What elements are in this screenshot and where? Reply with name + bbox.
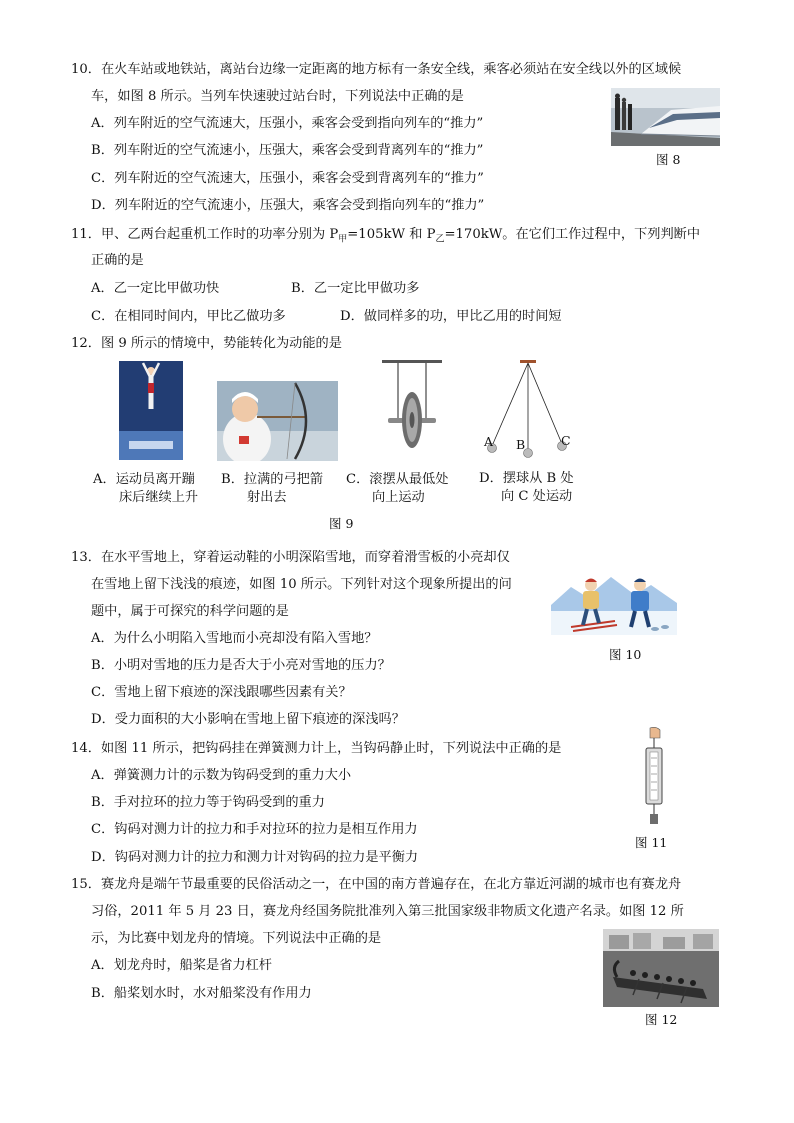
q11-sub-jia: 甲 xyxy=(338,234,348,245)
q14-option-b: B．手对拉环的拉力等于钩码受到的重力 xyxy=(91,795,325,810)
figure-11-caption: 图 11 xyxy=(635,835,668,850)
q10-stem-line2: 车，如图 8 所示。当列车快速驶过站台时，下列说法中正确的是 xyxy=(91,89,464,104)
figure-9b-archer-photo xyxy=(217,381,338,461)
q13-stem-line3: 题中，属于可探究的科学问题的是 xyxy=(91,604,289,619)
q10-option-b: B．列车附近的空气流速小，压强大，乘客会受到背离列车的“推力” xyxy=(91,143,484,158)
q12-option-b-line2: 射出去 xyxy=(247,490,287,505)
q14-option-d: D．钩码对测力计的拉力和测力计对钩码的拉力是平衡力 xyxy=(91,850,419,865)
q10-option-c: C．列车附近的空气流速大，压强小，乘客会受到背离列车的“推力” xyxy=(91,171,484,186)
figure-12-dragon-boat-photo xyxy=(603,929,719,1007)
q11-stem-post: =170kW。在它们工作过程中，下列判断中 xyxy=(444,227,701,242)
q15-stem-line2: 习俗，2011 年 5 月 23 日，赛龙舟经国务院批准列入第三批国家级非物质文化遗产名录。如图 12 所 xyxy=(91,904,684,919)
q11-option-a: A．乙一定比甲做功快 xyxy=(91,281,220,296)
q13-option-d: D．受力面积的大小影响在雪地上留下痕迹的深浅吗？ xyxy=(91,712,405,727)
q10-option-a: A．列车附近的空气流速大，压强小，乘客会受到指向列车的“推力” xyxy=(91,116,484,131)
q11-stem-mid: =105kW 和 P xyxy=(347,227,436,242)
q15-stem-line3: 示，为比赛中划龙舟的情境。下列说法中正确的是 xyxy=(91,931,382,946)
q12-option-b-line1: B．拉满的弓把箭 xyxy=(221,472,324,487)
q11-option-b: B．乙一定比甲做功多 xyxy=(291,281,420,296)
q10-option-d: D．列车附近的空气流速小，压强大，乘客会受到指向列车的“推力” xyxy=(91,198,485,213)
figure-8-train-photo xyxy=(611,88,720,146)
pendulum-label-c: C xyxy=(561,433,571,448)
q15-stem-line1: 15．赛龙舟是端午节最重要的民俗活动之一，在中国的南方普遍存在，在北方靠近河湖的城市也有赛龙舟 xyxy=(71,877,682,892)
q12-option-d-line2: 向 C 处运动 xyxy=(501,489,573,504)
q11-option-c: C．在相同时间内，甲比乙做功多 xyxy=(91,309,286,324)
q11-sub-yi: 乙 xyxy=(435,234,445,245)
q13-option-a: A．为什么小明陷入雪地而小亮却没有陷入雪地？ xyxy=(91,631,378,646)
q12-option-a-line2: 床后继续上升 xyxy=(119,490,199,505)
q13-option-b: B．小明对雪地的压力是否大于小亮对雪地的压力？ xyxy=(91,658,391,673)
q12-option-a-line1: A．运动员离开蹦 xyxy=(93,472,195,487)
q10-stem-line1: 10．在火车站或地铁站，离站台边缘一定距离的地方标有一条安全线，乘客必须站在安全线以外的区域候 xyxy=(71,62,682,77)
q11-option-d: D．做同样多的功，甲比乙用的时间短 xyxy=(340,309,562,324)
q11-stem-pre: 11．甲、乙两台起重机工作时的功率分别为 P xyxy=(71,227,339,242)
figure-9-caption: 图 9 xyxy=(329,516,354,531)
q13-option-c: C．雪地上留下痕迹的深浅跟哪些因素有关？ xyxy=(91,685,352,700)
q11-stem-line2: 正确的是 xyxy=(91,253,144,268)
pendulum-label-b: B xyxy=(516,437,526,452)
q14-option-a: A．弹簧测力计的示数为钩码受到的重力大小 xyxy=(91,768,352,783)
q12-option-c-line1: C．滚摆从最低处 xyxy=(346,472,449,487)
q13-stem-line1: 13．在水平雪地上，穿着运动鞋的小明深陷雪地，而穿着滑雪板的小亮却仅 xyxy=(71,550,510,565)
figure-9a-trampoline-photo xyxy=(119,361,183,460)
q14-stem: 14．如图 11 所示，把钩码挂在弹簧测力计上，当钩码静止时，下列说法中正确的是 xyxy=(71,741,562,756)
q12-option-c-line2: 向上运动 xyxy=(372,490,425,505)
q11-stem-line1 xyxy=(71,226,700,249)
figure-12-caption: 图 12 xyxy=(645,1012,678,1027)
pendulum-label-a: A xyxy=(484,434,494,449)
figure-8-caption: 图 8 xyxy=(656,152,681,167)
figure-10-caption: 图 10 xyxy=(609,647,642,662)
figure-11-spring-scale xyxy=(636,726,672,828)
q15-option-b: B．船桨划水时，水对船桨没有作用力 xyxy=(91,986,312,1001)
q15-option-a: A．划龙舟时，船桨是省力杠杆 xyxy=(91,958,272,973)
q13-stem-line2: 在雪地上留下浅浅的痕迹，如图 10 所示。下列针对这个现象所提出的问 xyxy=(91,577,512,592)
q12-option-d-line1: D．摆球从 B 处 xyxy=(479,471,574,486)
q12-stem: 12．图 9 所示的情境中，势能转化为动能的是 xyxy=(71,336,342,351)
figure-10-snow-illustration xyxy=(551,565,677,635)
q14-option-c: C．钩码对测力计的拉力和手对拉环的拉力是相互作用力 xyxy=(91,822,418,837)
figure-9c-maxwell-wheel xyxy=(382,357,442,463)
